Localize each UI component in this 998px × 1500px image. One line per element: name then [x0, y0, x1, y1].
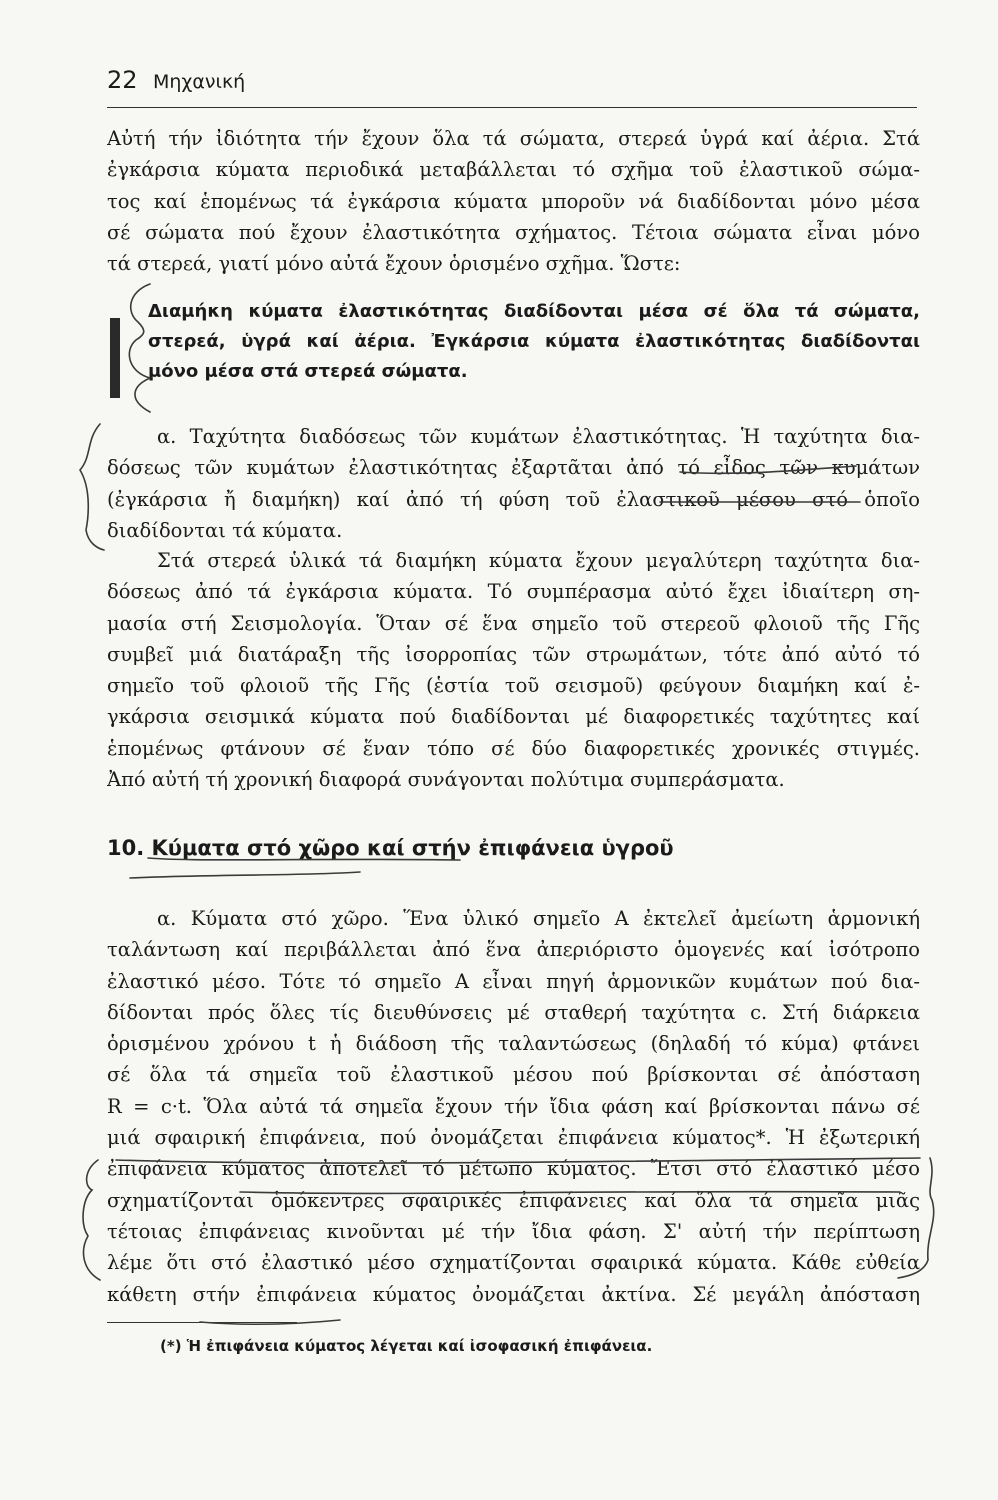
running-title: Μηχανική — [153, 71, 246, 93]
section-heading: 10. Κύματα στό χῶρο καί στήν ἐπιφάνεια ὑγροῦ — [107, 836, 674, 860]
boxed-rule — [148, 297, 920, 387]
text-line: α. Κύματα στό χῶρο. Ἕνα ὑλικό σημεῖο Α ἐκτελεῖ ἀμείωτη ἁρμονική — [157, 907, 920, 930]
text-line: τά στερεά, γιατί μόνο αὐτά ἔχουν ὁρισμένο σχῆμα. Ὥστε: — [107, 252, 681, 276]
text-line: σέ ὅλα τά σημεῖα τοῦ ἐλαστικοῦ μέσου πού βρίσκονται σέ ἀπόσταση — [107, 1063, 920, 1087]
text-line: Στά στερεά ὑλικά τά διαμήκη κύματα ἔχουν μεγαλύτερη ταχύτητα δια- — [157, 549, 920, 572]
footnote-rule — [107, 1322, 297, 1323]
text-line: σέ σώματα πού ἔχουν ἐλαστικότητα σχήματος. Τέτοια σώματα εἶναι μόνο — [107, 220, 920, 244]
text-line: ἐλαστικό μέσο. Τότε τό σημεῖο Α εἶναι πηγή ἁρμονικῶν κυμάτων πού δια- — [107, 969, 920, 993]
bracket-mark — [83, 1160, 100, 1280]
text-line: σχηματίζονται ὁμόκεντρες σφαιρικές ἐπιφάνειες καί ὅλα τά σημεῖα μιᾶς — [107, 1188, 920, 1212]
text-line: ἐγκάρσια κύματα περιοδικά μεταβάλλεται τό σχῆμα τοῦ ἐλαστικοῦ σώμα- — [107, 158, 920, 182]
highlight-bar — [110, 318, 120, 398]
space-paragraph — [107, 903, 920, 1310]
rule-line: Διαμήκη κύματα ἐλαστικότητας διαδίδονται μέσα σέ ὅλα τά σώματα, — [148, 301, 920, 322]
footnote: (*) Ἡ ἐπιφάνεια κύματος λέγεται καί ἰσοφασική ἐπιφάνεια. — [160, 1337, 653, 1355]
text-line: δόσεως τῶν κυμάτων ἐλαστικότητας ἐξαρτᾶται ἀπό τό εἶδος τῶν κυμάτων — [107, 456, 920, 480]
text-line: ἐπιφάνεια κύματος ἀποτελεῖ τό μέτωπο κύματος. Ἔτσι στό ἐλαστικό μέσο — [107, 1157, 920, 1181]
bracket-mark — [129, 284, 150, 412]
text-line: μιά σφαιρική ἐπιφάνεια, πού ὀνομάζεται ἐπιφάνεια κύματος*. Ἡ ἐξωτερική — [107, 1126, 920, 1150]
text-line: τέτοιας ἐπιφάνειας κινοῦνται μέ τήν ἴδια φάση. Σ' αὐτή τήν περίπτωση — [107, 1219, 920, 1243]
rule-line: στερεά, ὑγρά καί ἀέρια. Ἐγκάρσια κύματα ἐλαστικότητας διαδίδονται — [148, 331, 920, 352]
underline-mark — [130, 872, 360, 878]
intro-paragraph — [107, 123, 920, 279]
text-line: συμβεῖ μιά διατάραξη τῆς ἰσορροπίας τῶν στρωμάτων, τότε ἀπό αὐτό τό — [107, 642, 920, 666]
text-line: διαδίδονται τά κύματα. — [107, 518, 343, 542]
text-line: ταλάντωση καί περιβάλλεται ἀπό ἕνα ἀπεριόριστο ὁμογενές καί ἰσότροπο — [107, 938, 920, 962]
seismology-paragraph — [107, 545, 920, 795]
text-line: τος καί ἑπομένως τά ἐγκάρσια κύματα μποροῦν νά διαδίδονται μόνο μέσα — [107, 189, 920, 213]
speed-paragraph — [107, 421, 920, 546]
text-line: κάθετη στήν ἐπιφάνεια κύματος ὀνομάζεται ἀκτίνα. Σέ μεγάλη ἀπόσταση — [107, 1282, 920, 1306]
text-line: δόσεως ἀπό τά ἐγκάρσια κύματα. Τό συμπέρασμα αὐτό ἔχει ἰδιαίτερη ση- — [107, 580, 920, 604]
page-number: 22 — [107, 66, 138, 94]
text-line: μασία στή Σεισμολογία. Ὅταν σέ ἕνα σημεῖο τοῦ στερεοῦ φλοιοῦ τῆς Γῆς — [107, 611, 920, 635]
text-line: ἑπομένως φτάνουν σέ ἕναν τόπο σέ δύο διαφορετικές χρονικές στιγμές. — [107, 736, 920, 760]
text-line: δίδονται πρός ὅλες τίς διευθύνσεις μέ σταθερή ταχύτητα c. Στή διάρκεια — [107, 1000, 920, 1024]
text-line: γκάρσια σεισμικά κύματα πού διαδίδονται μέ διαφορετικές ταχύτητες καί — [107, 705, 920, 729]
text-line: λέμε ὅτι στό ἐλαστικό μέσο σχηματίζονται σφαιρικά κύματα. Κάθε εὐθεία — [107, 1251, 920, 1275]
text-line: α. Ταχύτητα διαδόσεως τῶν κυμάτων ἐλαστικότητας. Ἡ ταχύτητα δια- — [157, 425, 920, 448]
header-rule — [107, 107, 917, 108]
text-line: σημεῖο τοῦ φλοιοῦ τῆς Γῆς (ἑστία τοῦ σεισμοῦ) φεύγουν διαμήκη καί ἐ- — [107, 674, 920, 698]
bracket-mark — [80, 424, 104, 550]
text-line: ὁρισμένου χρόνου t ἡ διάδοση τῆς ταλαντώσεως (δηλαδή τό κύμα) φτάνει — [107, 1032, 920, 1056]
text-line: Αὐτή τήν ἰδιότητα τήν ἔχουν ὅλα τά σώματα, στερεά ὑγρά καί ἀέρια. Στά — [107, 127, 920, 150]
rule-line: μόνο μέσα στά στερεά σώματα. — [148, 361, 468, 382]
text-line: Ἀπό αὐτή τή χρονική διαφορά συνάγονται πολύτιμα συμπεράσματα. — [107, 768, 785, 792]
text-line: R = c·t. Ὅλα αὐτά τά σημεῖα ἔχουν τήν ἴδια φάση καί βρίσκονται πάνω σέ — [107, 1094, 920, 1118]
page-header — [107, 62, 917, 106]
text-line: (ἐγκάρσια ἤ διαμήκη) καί ἀπό τή φύση τοῦ ἐλαστικοῦ μέσου στό ὁποῖο — [107, 487, 920, 511]
